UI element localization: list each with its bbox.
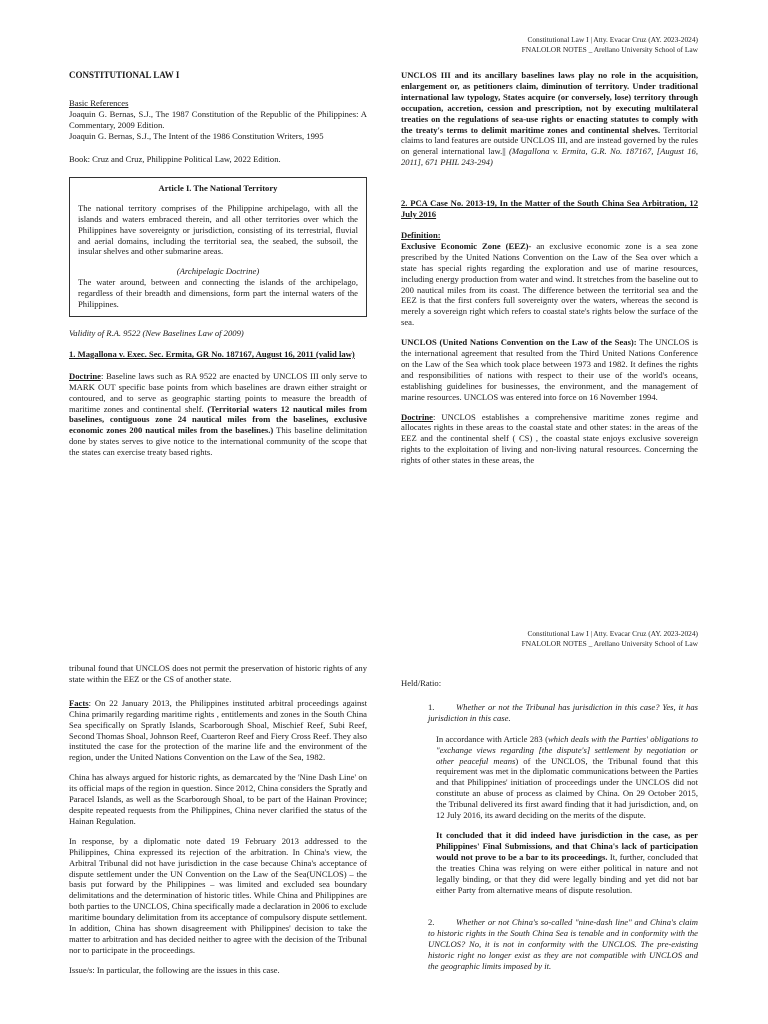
validity-line: Validity of R.A. 9522 (New Baselines Law of 2009) — [69, 328, 244, 339]
reference-2: Joaquin G. Bernas, S.J., The Intent of the 1986 Constitution Writers, 1995 — [69, 131, 324, 142]
unclos-role-paragraph: UNCLOS III and its ancillary baselines laws play no role in the acquisition, enlargement or, as petitioners claim, diminution of territory. Under traditional international law typology, States acquire (or conversely, lose) territory through occupation, accretion, cession and prescription, not by executing multilateral treaties on the regulations of sea-use rights or enacting statutes to comply with the treaty's terms to delimit maritime zones and continental shelves. Territorial claims to land features are outside UNCLOS III, and are instead governed by the rules on general international law.|| (Magallona v. Ermita, G.R. No. 187167, [August 16, 2011], 671 PHIL 243-294) — [401, 70, 699, 168]
book-reference: Book: Cruz and Cruz, Philippine Political Law, 2022 Edition. — [69, 154, 281, 165]
page-two — [0, 624, 768, 1024]
archipelagic-text: The water around, between and connecting the islands of the archipelago, regardless of their breadth and dimensions, form part the internal waters of the Philippines. — [78, 277, 358, 310]
right-column — [401, 70, 698, 475]
article-title: Article I. The National Territory — [158, 182, 278, 193]
definition-label: Definition: — [401, 229, 441, 240]
left-column — [69, 70, 367, 467]
archipelagic-doctrine-label: (Archipelagic Doctrine) — [176, 266, 260, 277]
case-1-heading: 1. Magallona v. Exec. Sec. Ermita, GR No. 187167, August 16, 2011 (valid law) — [69, 348, 355, 359]
article-text: The national territory comprises of the Philippine archipelago, with all the islands and waters embraced therein, and all other territories over which the Philippines have sovereignty or jurisdiction, consisting of its terrestrial, fluvial and aerial domains, including the territorial sea, the seabed, the subsoil, the insular shelves and other submarine areas. — [78, 202, 358, 257]
article-box — [69, 177, 367, 317]
page-header — [522, 35, 698, 54]
issue-2: 2. Whether or not China's so-called "nine-dash line" and China's claim to historic rights in the South China Sea is tenable and in conformity with the UNCLOS? No, it is not in conformity with the UNCLOS. The pre-existing historic right no longer exist as they are not compatible with UNCLOS and the geographic limits imposed by it. — [428, 917, 698, 972]
reference-1: Joaquin G. Bernas, S.J., The 1987 Constitution of the Republic of the Philippines: A Commentary, 2009 Edition. — [69, 109, 367, 131]
right-column-2 — [401, 678, 698, 981]
held-ratio-label: Held/Ratio: — [401, 678, 442, 688]
header-line-2: FNALOLOR NOTES _ Arellano University School of Law — [521, 638, 698, 648]
article-283-paragraph: In accordance with Article 283 (which deals with the Parties' obligations to "exchange views regarding [the dispute's] settlement by negotiation or other peaceful means) of the UNCLOS, the Tribunal found that this requirement was met in the diplomatic communications between the Parties and that Philippines' initiation of proceedings under the UNCLOS did not constitute an abuse of process as claimed by China. On 29 October 2015, the Tribunal delivered its first award finding that it had jurisdiction, and, on 12 July 2016, its award deciding on the merits of the dispute. — [436, 733, 698, 821]
case-2-heading: 2. PCA Case No. 2013-19, In the Matter of the South China Sea Arbitration, 12 July 2016 — [401, 198, 698, 220]
issues-line: Issue/s: In particular, the following are the issues in this case. — [69, 964, 280, 975]
references-heading: Basic References — [69, 98, 129, 109]
jurisdiction-conclusion: It concluded that it did indeed have jurisdiction in the case, as per Philippines' Final Submissions, and that China's lack of participation would not prove to be a bar to its proceedings. It, further, concluded that the treaties China was relying on were either political in nature and not legally binding, or that they did were legally binding and yet did not bar either Party from alternative means of dispute resolution. — [436, 829, 698, 895]
page-gap — [0, 512, 768, 624]
issue-1: 1. Whether or not the Tribunal has jurisdiction in this case? Yes, it has jurisdiction in this case. — [428, 701, 698, 723]
header-line-1: Constitutional Law I | Atty. Evacar Cruz (AY. 2023-2024) — [527, 629, 698, 638]
eez-definition: Exclusive Economic Zone (EEZ)- an exclusive economic zone is a sea zone prescribed by the United Nations Convention on the Law of the Sea over which a state has special rights regarding the exploration and use of marine resources, including energy production from water and wind. It stretches from the baseline out to 200 nautical miles from its coast. The difference between the territorial sea and the EEZ is that the first confers full sovereignty over the waters, whereas the second is merely a sovereign right which refers to coastal state's rights below the surface of the sea. — [401, 240, 698, 328]
nine-dash-paragraph: China has always argued for historic rights, as demarcated by the 'Nine Dash Line' on its official maps of the region in question. Since 2012, China considers the Spratly and Paracel Islands, as well as the Scarborough Shoal, to be part of the Hainan Province; despite repeated requests from the Philippines, China never clarified the status of the Hainan Regulation. — [69, 772, 367, 826]
document-title: CONSTITUTIONAL LAW I — [69, 70, 180, 80]
china-response-paragraph: In response, by a diplomatic note dated 19 February 2013 addressed to the Philippines, China expressed its rejection of the arbitration. In China's view, the Arbitral Tribunal did not have jurisdiction in the case because China's acceptance of dispute settlement under the UN Convention on the Law of the Sea(UNCLOS) – the basis put forward by the Philippines – was limited and excluded sea boundary delimitations and the determination of historic titles. While China and Philippines are both parties to the UNCLOS, China specifically made a declaration in 2006 to exclude maritime boundary delimitation from its acceptance of compulsory dispute settlement. In addition, China has shown disagreement with Philippines' decision to take the matter to arbitration and has decided neither to agree with the decision of the Tribunal nor to participate in the proceedings. — [69, 835, 367, 955]
header-line-2: FNALOLOR NOTES _ Arellano University School of Law — [521, 44, 698, 54]
unclos-definition: UNCLOS (United Nations Convention on the Law of the Seas): The UNCLOS is the international agreement that resulted from the Third United Nations Conference on the Law of the Sea which took place between 1973 and 1982. It defines the rights and responsibilities of nations with respect to their use of the world's oceans, establishing guidelines for businesses, the environment, and the management of marine resources. UNCLOS was entered into force on 16 November 1994. — [401, 337, 698, 402]
doctrine-paragraph-2: Doctrine: UNCLOS establishes a comprehensive maritime zones regime and allocates rights in these areas to the coastal state and other states: in the areas of the EEZ and the continental shelf ( CS) , the coastal state enjoys exclusive sovereign rights to the exploitation of living and non-living natural resources. Concerning the rights of other states in these areas, the — [401, 411, 698, 466]
continued-text: tribunal found that UNCLOS does not permit the preservation of historic rights of any state within the EEZ or the CS of another state. — [69, 663, 367, 684]
facts-paragraph: Facts: On 22 January 2013, the Philippines instituted arbitral proceedings against China primarily regarding maritime rights , entitlements and zones in the South China Sea specifically on Spratly Islands, Scarborough Shoal, Mischief Reef, Subi Reef, Second Thomas Shoal, Johnson Reef, Cuarteron Reef and Fiery Cross Reef. They also instituted the case for the protection of the marine life and the environment of the region, under the United Nations Convention on the Law of the Sea, 1982. — [69, 697, 367, 763]
left-column-2 — [69, 663, 367, 985]
header-line-1: Constitutional Law I | Atty. Evacar Cruz (AY. 2023-2024) — [527, 35, 698, 44]
doctrine-paragraph: Doctrine: Baseline laws such as RA 9522 are enacted by UNCLOS III only serve to MARK OUT specific base points from which baselines are drawn either straight or contoured, and to serve as geographic starting points to measure the breadth of maritime zones and continental shelf. (Territorial waters 12 nautical miles from baselines, contiguous zone 24 nautical miles from the baselines, exclusive economic zones 200 nautical miles from the baselines.) This baseline delimitation done by states serves to give notice to the international community of the scope that the states can exercise treaty based rights. — [69, 370, 367, 458]
page-header-2 — [522, 629, 698, 648]
